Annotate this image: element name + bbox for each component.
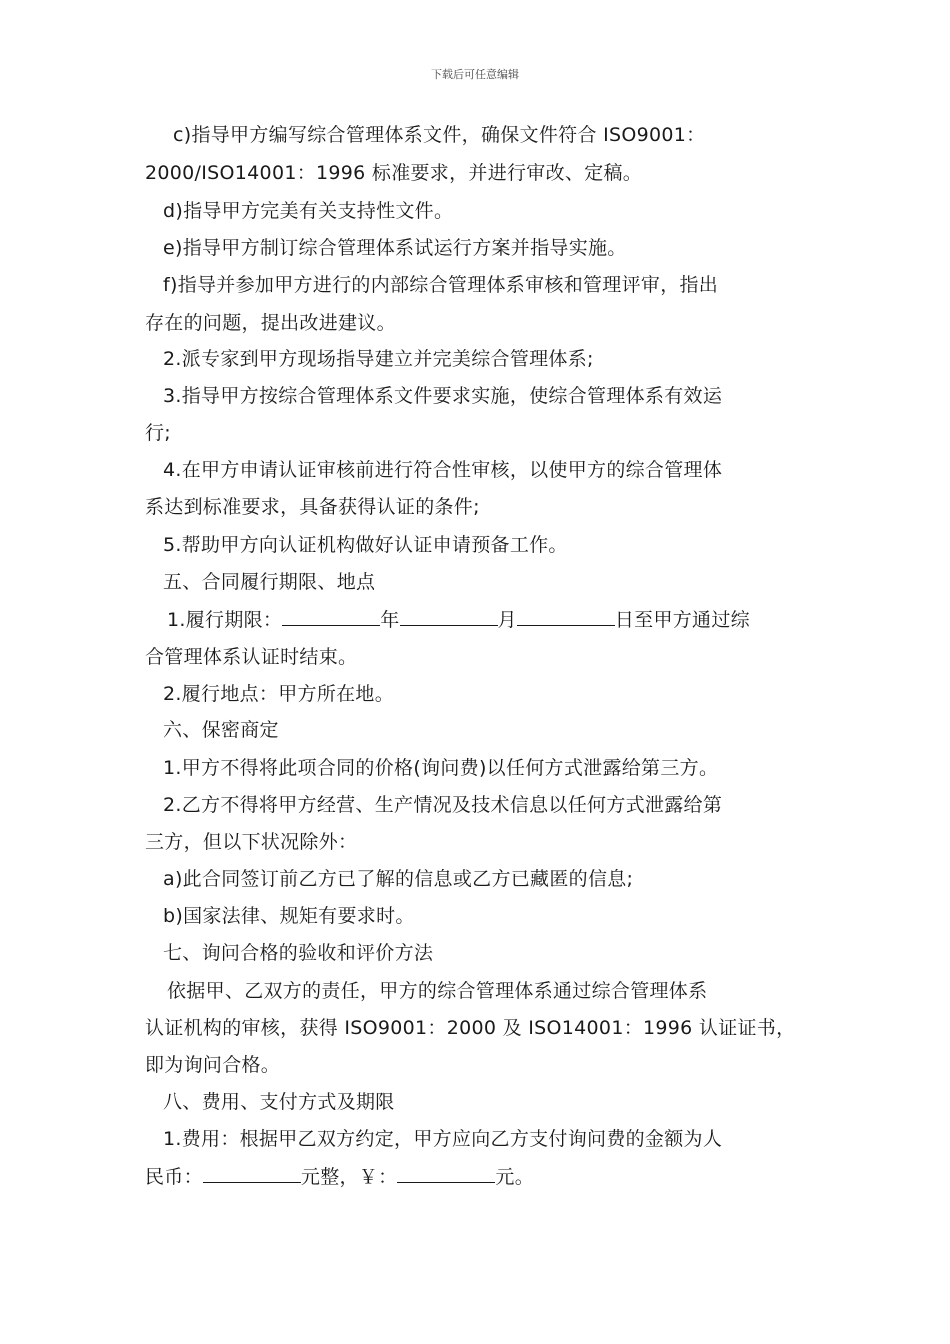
currency-label: 民币： (145, 1166, 203, 1188)
page-header-note: 下载后可任意编辑 (431, 68, 519, 81)
paragraph-line: e)指导甲方制订综合管理体系试运行方案并指导实施。 (163, 237, 627, 259)
paragraph-line: f)指导并参加甲方进行的内部综合管理体系审核和管理评审，指出 (163, 274, 719, 296)
section-heading: 七、询问合格的验收和评价方法 (163, 942, 434, 964)
paragraph-line: 三方，但以下状况除外： (145, 831, 358, 853)
paragraph-line: 认证机构的审核，获得 ISO9001：2000 及 ISO14001：1996 认证证书， (145, 1017, 796, 1039)
yuan-label: 元整，￥： (300, 1166, 398, 1188)
amount-figures-blank[interactable] (397, 1164, 495, 1183)
paragraph-line: 2.乙方不得将甲方经营、生产情况及技术信息以任何方式泄露给第 (163, 794, 723, 816)
paragraph-line: b)国家法律、规矩有要求时。 (163, 905, 415, 927)
month-label: 月 (497, 609, 517, 631)
section-heading: 六、保密商定 (163, 719, 279, 741)
paragraph-line: 2.派专家到甲方现场指导建立并完美综合管理体系; (163, 348, 594, 370)
month-blank[interactable] (400, 607, 498, 626)
paragraph-line: d)指导甲方完美有关支持性文件。 (163, 200, 454, 222)
paragraph-line: 1.甲方不得将此项合同的价格(询问费)以任何方式泄露给第三方。 (163, 757, 719, 779)
day-blank[interactable] (517, 607, 615, 626)
paragraph-line: c)指导甲方编写综合管理体系文件，确保文件符合 ISO9001： (173, 124, 706, 146)
paragraph-line: 4.在甲方申请认证审核前进行符合性审核，以使甲方的综合管理体 (163, 459, 723, 481)
fee-line (145, 1164, 534, 1189)
paragraph-line: 依据甲、乙双方的责任，甲方的综合管理体系通过综合管理体系 (167, 980, 708, 1002)
section-heading: 五、合同履行期限、地点 (163, 571, 376, 593)
amount-words-blank[interactable] (203, 1164, 301, 1183)
year-blank[interactable] (282, 607, 380, 626)
yuan-end-label: 元。 (495, 1166, 535, 1188)
paragraph-line: 3.指导甲方按综合管理体系文件要求实施，使综合管理体系有效运 (163, 385, 723, 407)
paragraph-line: 1.费用：根据甲乙双方约定，甲方应向乙方支付询问费的金额为人 (163, 1128, 723, 1150)
paragraph-line: 行; (145, 422, 172, 444)
term-line (167, 607, 750, 632)
section-heading: 八、费用、支付方式及期限 (163, 1091, 395, 1113)
term-label: 1.履行期限： (167, 609, 283, 631)
paragraph-line: 即为询问合格。 (145, 1054, 281, 1076)
day-label: 日至甲方通过综 (614, 609, 750, 631)
paragraph-line: 2.履行地点：甲方所在地。 (163, 683, 395, 705)
paragraph-line: a)此合同签订前乙方已了解的信息或乙方已藏匿的信息; (163, 868, 634, 890)
paragraph-line: 系达到标准要求，具备获得认证的条件; (145, 496, 480, 518)
paragraph-line: 2000/ISO14001：1996 标准要求，并进行审改、定稿。 (145, 162, 643, 184)
paragraph-line: 合管理体系认证时结束。 (145, 646, 358, 668)
paragraph-line: 存在的问题，提出改进建议。 (145, 312, 396, 334)
year-label: 年 (380, 609, 400, 631)
paragraph-line: 5.帮助甲方向认证机构做好认证申请预备工作。 (163, 534, 568, 556)
